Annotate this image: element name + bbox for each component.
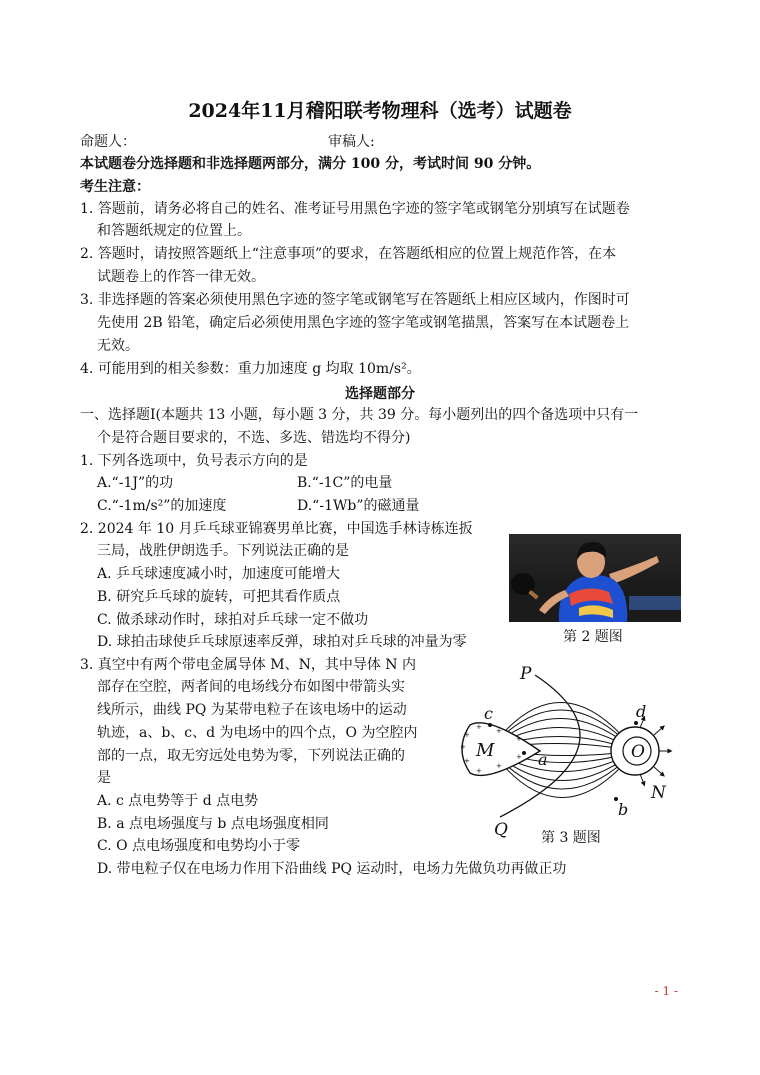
q1-stem: 1. 下列各选项中，负号表示方向的是 xyxy=(80,453,308,469)
svg-text:+: + xyxy=(464,731,470,739)
q2-stem: 2. 2024 年 10 月乒乓球亚锦赛男单比赛，中国选手林诗栋连扳 xyxy=(80,521,473,537)
label-b: b xyxy=(618,800,629,819)
setter-label: 命题人： xyxy=(80,134,136,150)
label-c: c xyxy=(484,704,493,723)
q3-stem: 部存在空腔，两者间的电场线分布如图中带箭头实 xyxy=(97,679,405,695)
electric-field-diagram xyxy=(440,655,680,850)
q2-caption: 第 2 题图 xyxy=(563,629,623,645)
q1-option-b: B.“-1C”的电量 xyxy=(297,475,393,491)
intro-text: 本试题卷分选择题和非选择题两部分，满分 100 分，考试时间 90 分钟。 xyxy=(80,156,541,172)
label-Q: Q xyxy=(494,820,508,840)
label-N: N xyxy=(651,783,666,803)
q3-option-d: D. 带电粒子仅在电场力作用下沿曲线 PQ 运动时，电场力先做负功再做正功 xyxy=(97,861,567,877)
label-O: O xyxy=(631,742,645,762)
q3-stem: 部的一点，取无穷远处电势为零，下列说法正确的 xyxy=(97,748,405,764)
notice-line: 无效。 xyxy=(97,338,139,354)
notice-line: 和答题纸规定的位置上。 xyxy=(97,223,251,239)
notice-line: 3. 非选择题的答案必须使用黑色字迹的签字笔或钢笔写在答题纸上相应区域内，作图时可 xyxy=(80,292,630,308)
q2-stem: 三局，战胜伊朗选手。下列说法正确的是 xyxy=(97,543,349,559)
svg-text:+: + xyxy=(516,735,522,743)
q3-option-b: B. a 点电场强度与 b 点电场强度相同 xyxy=(97,816,329,832)
svg-text:+: + xyxy=(496,727,502,735)
label-d: d xyxy=(636,702,647,721)
svg-text:+: + xyxy=(496,762,502,770)
q2-option-c: C. 做杀球动作时，球拍对乒乓球一定不做功 xyxy=(97,612,369,628)
q2-option-a: A. 乒乓球速度减小时，加速度可能增大 xyxy=(97,566,341,582)
notice-title: 考生注意： xyxy=(80,179,150,195)
q3-option-c: C. O 点电场强度和电势均小于零 xyxy=(97,838,301,854)
q2-option-b: B. 研究乒乓球的旋转，可把其看作质点 xyxy=(97,589,341,605)
q3-stem: 线所示，曲线 PQ 为某带电粒子在该电场中的运动 xyxy=(97,702,407,718)
label-M: M xyxy=(476,740,495,761)
q1-option-c: C.“-1m/s²”的加速度 xyxy=(97,498,227,514)
q3-stem: 是 xyxy=(97,770,111,786)
svg-text:+: + xyxy=(460,743,466,751)
svg-text:+: + xyxy=(516,753,522,761)
label-P: P xyxy=(520,664,532,684)
reviewer-label: 审稿人: xyxy=(328,134,375,150)
svg-text:+: + xyxy=(464,757,470,765)
q3-stem: 轨迹，a、b、c、d 为电场中的四个点，O 为空腔内 xyxy=(97,725,418,741)
q1-option-d: D.“-1Wb”的磁通量 xyxy=(297,498,420,514)
label-a: a xyxy=(538,750,548,769)
section-title: 选择题部分 xyxy=(345,386,415,402)
table-tennis-photo xyxy=(509,534,681,622)
part-instructions: 个是符合题目要求的，不选、多选、错选均不得分) xyxy=(97,430,411,446)
part-instructions: 一、选择题Ⅰ(本题共 13 小题，每小题 3 分，共 39 分。每小题列出的四个备选项中只有一 xyxy=(80,407,639,423)
q3-caption: 第 3 题图 xyxy=(541,830,601,846)
notice-line: 先使用 2B 铅笔，确定后必须使用黑色字迹的签字笔或钢笔描黑，答案写在本试题卷上 xyxy=(97,315,630,331)
q1-option-a: A.“-1J”的功 xyxy=(97,475,174,491)
q2-option-d: D. 球拍击球使乒乓球原速率反弹，球拍对乒乓球的冲量为零 xyxy=(97,634,467,650)
q3-stem: 3. 真空中有两个带电金属导体 M、N，其中导体 N 内 xyxy=(80,657,416,673)
page-number: - 1 - xyxy=(654,984,678,998)
q3-option-a: A. c 点电势等于 d 点电势 xyxy=(97,793,259,809)
svg-text:+: + xyxy=(476,723,482,731)
notice-line: 4. 可能用到的相关参数：重力加速度 g 均取 10m/s²。 xyxy=(80,361,421,377)
notice-line: 2. 答题时，请按照答题纸上“注意事项”的要求，在答题纸相应的位置上规范作答，在本 xyxy=(80,246,617,262)
notice-line: 1. 答题前，请务必将自己的姓名、准考证号用黑色字迹的签字笔或钢笔分别填写在试题卷 xyxy=(80,201,630,217)
page-title: 2024年11月稽阳联考物理科（选考）试题卷 xyxy=(188,100,572,122)
notice-line: 试题卷上的作答一律无效。 xyxy=(97,269,265,285)
svg-text:+: + xyxy=(476,767,482,775)
